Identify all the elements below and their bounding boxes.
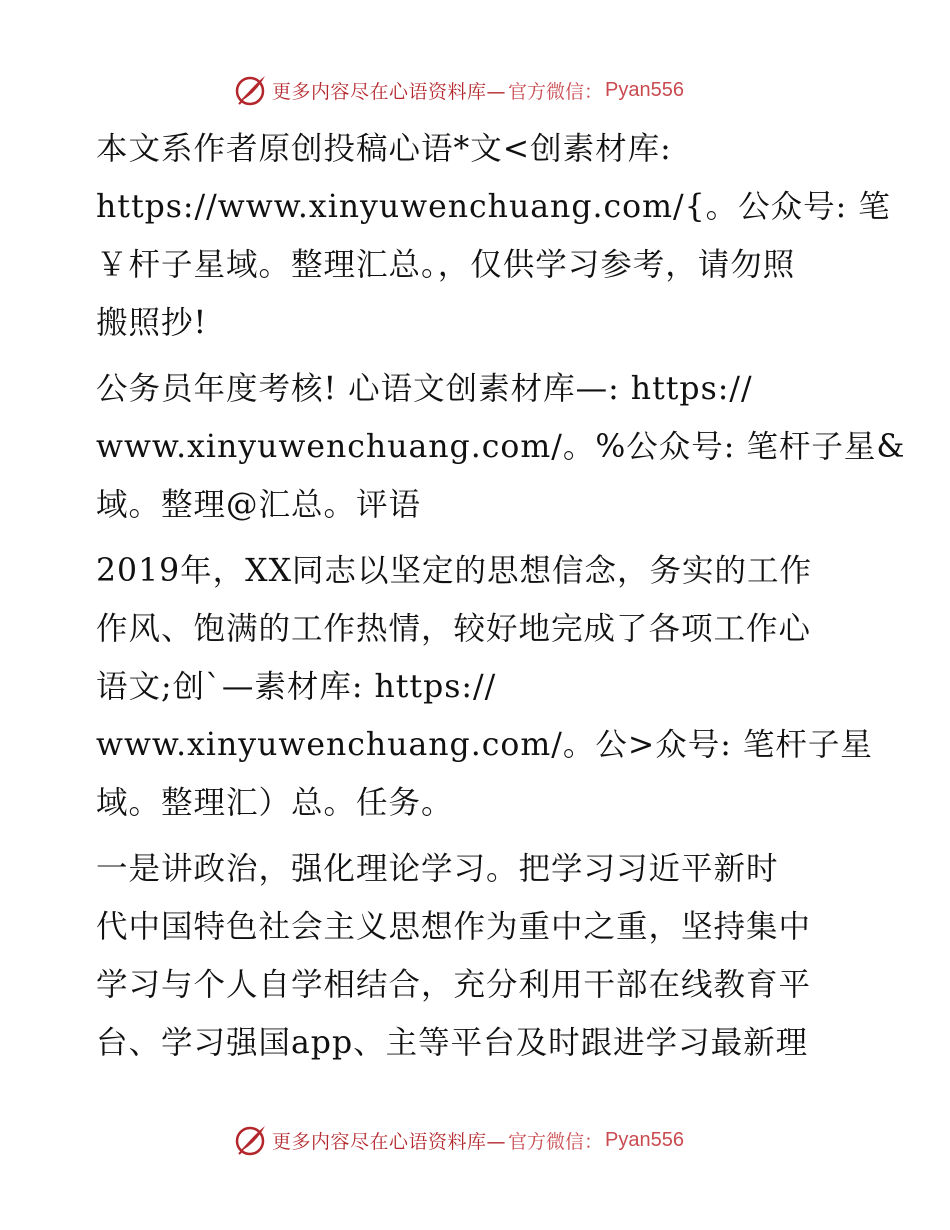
text-line: www.xinyuwenchuang.com/。公>众号: 笔杆子星 — [96, 727, 873, 763]
text-line: 台、学习强国app、主等平台及时跟进学习最新理 — [96, 1025, 809, 1061]
header-banner — [234, 70, 684, 110]
paragraph-copyright-notice — [96, 120, 891, 352]
paragraph-summary — [96, 542, 873, 832]
text-line: 搬照抄! — [96, 305, 208, 341]
text-line: www.xinyuwenchuang.com/。%公众号: 笔杆子星& — [96, 429, 906, 465]
text-line: 学习与个人自学相结合，充分利用干部在线教育平 — [96, 967, 812, 1003]
feather-pen-logo-icon — [234, 1123, 268, 1157]
paragraph-point-one — [96, 840, 856, 1072]
banner-wechat-id: Pyan556 — [605, 1128, 684, 1151]
document-body — [96, 120, 906, 1080]
text-line: 一是讲政治，强化理论学习。把学习习近平新时 — [96, 851, 779, 887]
text-line: 作风、饱满的工作热情，较好地完成了各项工作心 — [96, 611, 812, 647]
text-line: 语文;创`—素材库: https:// — [96, 669, 497, 705]
text-line: ￥杆子星域。整理汇总。，仅供学习参考，请勿照 — [96, 247, 796, 283]
text-line: 域。整理@汇总。评语 — [96, 487, 422, 523]
feather-pen-logo-icon — [234, 73, 268, 107]
text-line: https://www.xinyuwenchuang.com/{。公众号: 笔 — [96, 189, 891, 225]
text-line: 本文系作者原创投稿心语*文<创素材库: — [96, 131, 672, 167]
banner-wechat-id: Pyan556 — [605, 78, 684, 101]
banner-text: 更多内容尽在心语资料库— — [272, 1130, 507, 1153]
text-line: 公务员年度考核! 心语文创素材库—: https:// — [96, 371, 753, 407]
banner-text: 更多内容尽在心语资料库— — [272, 80, 507, 103]
paragraph-title — [96, 360, 906, 534]
footer-banner — [234, 1120, 684, 1160]
banner-wechat-label: 官方微信： — [508, 80, 604, 103]
banner-wechat-label: 官方微信： — [508, 1130, 604, 1153]
text-line: 2019年，XX同志以坚定的思想信念，务实的工作 — [96, 553, 813, 589]
text-line: 代中国特色社会主义思想作为重中之重，坚持集中 — [96, 909, 812, 945]
text-line: 域。整理汇）总。任务。 — [96, 785, 454, 821]
